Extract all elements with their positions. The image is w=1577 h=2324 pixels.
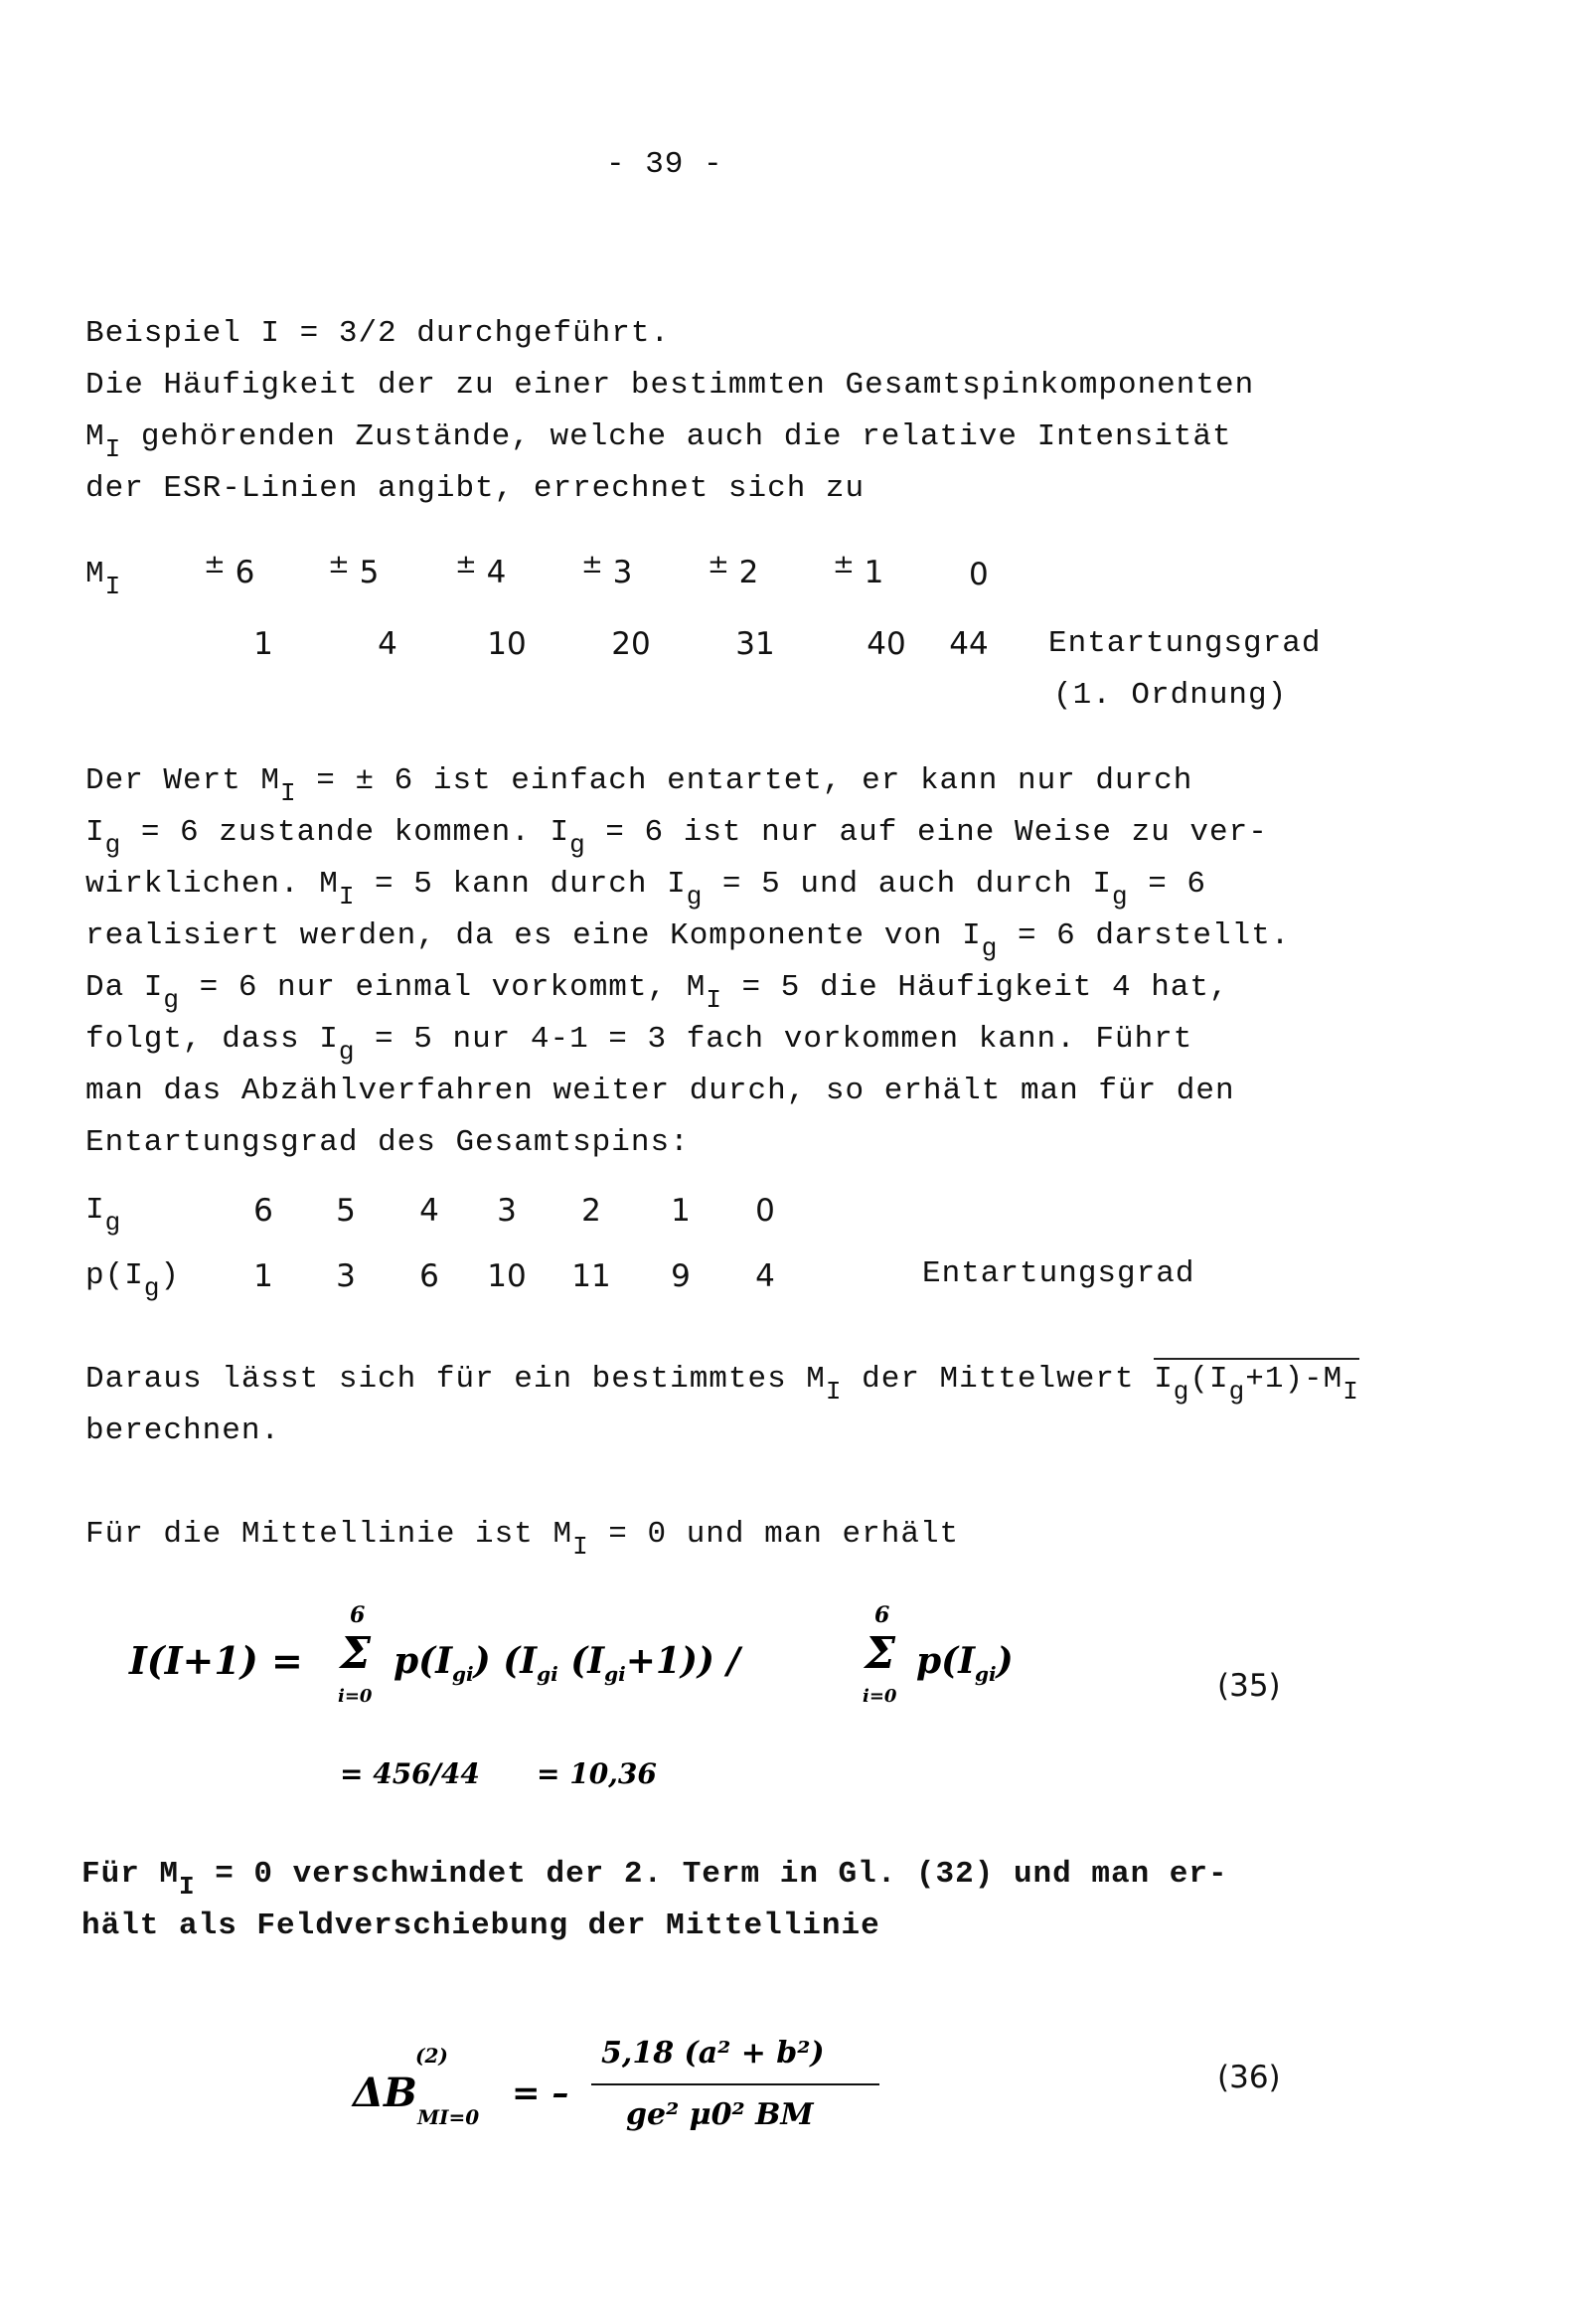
- sub: g: [104, 1208, 122, 1238]
- sub: g: [1112, 882, 1129, 912]
- para1-line3-text: gehörenden Zustände, welche auch die relative Intensität: [140, 419, 1232, 454]
- eq35-body: [394, 1640, 740, 1686]
- text: I: [1154, 1362, 1174, 1397]
- mi-value: 4: [486, 555, 507, 590]
- table1-caption-2: (1. Ordnung): [1053, 678, 1288, 713]
- text: = 6 zustande kommen. I: [121, 815, 570, 850]
- table2-p-5: 9: [671, 1258, 691, 1294]
- table2-p-4: 11: [571, 1258, 611, 1294]
- para5-line1: [81, 1857, 1228, 1902]
- sub: I: [280, 778, 297, 808]
- table2-ig-3: 3: [497, 1193, 517, 1229]
- sub: g: [163, 985, 181, 1015]
- pm-sign: ±: [355, 763, 376, 798]
- table2-caption: Entartungsgrad: [922, 1256, 1195, 1291]
- sub: g: [1228, 1377, 1246, 1407]
- table1-mi-cell-5: [833, 550, 884, 590]
- mean-value-expression: [1154, 1358, 1359, 1407]
- eq36-label: (36): [1217, 2060, 1281, 2095]
- mi-value: 5: [359, 555, 380, 590]
- table2-p-1: 3: [336, 1258, 356, 1294]
- pm-sign: ±: [708, 550, 729, 580]
- table2-ig-0: 6: [253, 1193, 273, 1229]
- text: = 5 nur 4-1 = 3 fach vorkommen kann. Führt: [355, 1022, 1193, 1057]
- text: p(I: [394, 1640, 453, 1682]
- eq35-lhs: I(I+1) =: [129, 1638, 303, 1683]
- table1-count-5: 40: [867, 626, 906, 662]
- text: realisiert werden, da es eine Komponente von I: [85, 918, 982, 953]
- table1-count-4: 31: [735, 626, 775, 662]
- eq36-lhs: ΔB: [353, 2070, 417, 2116]
- text: = 6: [1128, 867, 1207, 902]
- table1-count-1: 4: [378, 626, 397, 662]
- text: = 5 die Häufigkeit 4 hat,: [721, 970, 1229, 1005]
- para3-line2: berechnen.: [85, 1413, 281, 1448]
- text: = 6 ist nur auf eine Weise zu ver-: [585, 815, 1268, 850]
- table2-p-6: 4: [755, 1258, 775, 1294]
- table1-count-6: 44: [949, 626, 989, 662]
- sub: g: [338, 1037, 356, 1067]
- text: +1)-M: [1245, 1362, 1343, 1397]
- sub: I: [338, 882, 356, 912]
- sub: g: [1173, 1377, 1190, 1407]
- text: 6 ist einfach entartet, er kann nur durch: [375, 763, 1193, 798]
- pm-sign: ±: [581, 550, 603, 580]
- eq36-lhs-sub: MI=0: [417, 2105, 480, 2129]
- text: (I: [1189, 1362, 1229, 1397]
- sub: I: [572, 1532, 589, 1562]
- table1-label-sub: I: [104, 572, 122, 601]
- mi-value: 2: [738, 555, 759, 590]
- table2-ig-2: 4: [419, 1193, 439, 1229]
- para1-line3: [85, 419, 1232, 464]
- eq35-sum2-bottom: i=0: [863, 1686, 897, 1707]
- eq35-result-a: = 456/44: [340, 1757, 480, 1790]
- sub: gi: [975, 1662, 997, 1686]
- text: der Mittelwert: [842, 1362, 1155, 1397]
- para1-line1: Beispiel I = 3/2 durchgeführt.: [85, 316, 671, 351]
- eq35-tail: [916, 1640, 1014, 1686]
- pm-sign: ±: [328, 550, 350, 580]
- text: = 5 kann durch I: [355, 867, 687, 902]
- sub: g: [143, 1273, 161, 1303]
- eq35-result-b: = 10,36: [537, 1757, 657, 1790]
- text: p(I: [85, 1258, 144, 1293]
- table1-mi-cell-2: [455, 550, 507, 590]
- para3-line1: [85, 1362, 1359, 1407]
- mi-value: 3: [612, 555, 633, 590]
- table2-ig-4: 2: [581, 1193, 601, 1229]
- text: Der Wert M: [85, 763, 281, 798]
- text: (I: [557, 1640, 605, 1682]
- mi-value: 1: [864, 555, 884, 590]
- text: Da I: [85, 970, 164, 1005]
- text: = 6 darstellt.: [998, 918, 1291, 953]
- text: I: [85, 815, 105, 850]
- para2-line7: man das Abzählverfahren weiter durch, so erhält man für den: [85, 1074, 1235, 1108]
- sub: gi: [537, 1662, 558, 1686]
- mi-value: 6: [235, 555, 255, 590]
- pm-sign: ±: [833, 550, 855, 580]
- table1-row-label: [85, 557, 122, 601]
- table2-p-2: 6: [419, 1258, 439, 1294]
- table1-count-3: 20: [611, 626, 651, 662]
- text: +1)) /: [625, 1640, 740, 1682]
- table2-row2-label: [85, 1258, 181, 1303]
- text: = 6 nur einmal vorkommt, M: [180, 970, 707, 1005]
- mi-symbol: M: [85, 419, 105, 454]
- sub: g: [569, 830, 586, 860]
- pm-sign: ±: [455, 550, 477, 580]
- eq36-fraction-bar: [591, 2083, 879, 2085]
- eq36-equals: = –: [512, 2074, 569, 2113]
- para2-line8: Entartungsgrad des Gesamtspins:: [85, 1125, 690, 1160]
- eq35-sum2-sign: Σ: [865, 1628, 896, 1679]
- text: ): [996, 1640, 1014, 1682]
- eq35-sum1-top: 6: [350, 1602, 366, 1628]
- eq35-label: (35): [1217, 1668, 1281, 1704]
- sub: I: [179, 1872, 196, 1902]
- eq36-lhs-sup: (2): [415, 2044, 448, 2068]
- text: Daraus lässt sich für ein bestimmtes M: [85, 1362, 826, 1397]
- table2-p-3: 10: [487, 1258, 527, 1294]
- para2-line4: [85, 918, 1291, 963]
- eq36-numerator: 5,18 (a² + b²): [601, 2036, 825, 2071]
- text: Für die Mittellinie ist M: [85, 1517, 573, 1552]
- table2-ig-1: 5: [336, 1193, 356, 1229]
- text: I: [85, 1193, 105, 1228]
- text: wirklichen. M: [85, 867, 339, 902]
- text: = 0 und man erhält: [588, 1517, 960, 1552]
- para2-line2: [85, 815, 1268, 860]
- para2-line3: [85, 867, 1207, 912]
- page-number: - 39 -: [606, 147, 723, 182]
- table2-ig-5: 1: [671, 1193, 691, 1229]
- table2-row1-label: [85, 1193, 122, 1238]
- table1-caption-1: Entartungsgrad: [1048, 626, 1322, 661]
- para4-line1: [85, 1517, 960, 1562]
- sub: g: [981, 933, 999, 963]
- pm-sign: ±: [204, 550, 226, 580]
- table1-mi-cell-1: [328, 550, 380, 590]
- sub: I: [825, 1377, 843, 1407]
- text: folgt, dass I: [85, 1022, 339, 1057]
- para5-line2: hält als Feldverschiebung der Mittellinie: [81, 1909, 880, 1943]
- para2-line1: [85, 763, 1193, 808]
- eq35-sum1-sign: Σ: [340, 1628, 372, 1679]
- sub: gi: [604, 1662, 626, 1686]
- sub: I: [1342, 1377, 1359, 1407]
- para1-line4: der ESR-Linien angibt, errechnet sich zu: [85, 471, 866, 506]
- eq35-sum1-bottom: i=0: [338, 1686, 373, 1707]
- text: Für M: [81, 1857, 180, 1892]
- text: p(I: [916, 1640, 976, 1682]
- eq35-sum2-top: 6: [874, 1602, 890, 1628]
- table1-mi-cell-3: [581, 550, 633, 590]
- text: ) (I: [473, 1640, 538, 1682]
- table1-count-0: 1: [253, 626, 273, 662]
- mi-subscript: I: [104, 434, 122, 464]
- text: ): [160, 1258, 181, 1293]
- sub: g: [104, 830, 122, 860]
- table1-mi-cell-4: [708, 550, 759, 590]
- table2-ig-6: 0: [755, 1193, 775, 1229]
- table1-label-m: M: [85, 557, 105, 591]
- sub: g: [686, 882, 704, 912]
- text: = 5 und auch durch I: [703, 867, 1112, 902]
- table1-mi-cell-0: [204, 550, 255, 590]
- text: = 0 verschwindet der 2. Term in Gl. (32) und man er-: [195, 1857, 1228, 1892]
- para2-line5: [85, 970, 1229, 1015]
- text: =: [296, 763, 356, 798]
- para2-line6: [85, 1022, 1193, 1067]
- sub: I: [706, 985, 722, 1015]
- eq36-denominator: ge² μ0² BM: [626, 2097, 814, 2132]
- sub: gi: [452, 1662, 474, 1686]
- table1-mi-cell-6: 0: [969, 557, 989, 592]
- table1-count-2: 10: [487, 626, 527, 662]
- table2-p-0: 1: [253, 1258, 273, 1294]
- para1-line2: Die Häufigkeit der zu einer bestimmten Gesamtspinkomponenten: [85, 368, 1255, 403]
